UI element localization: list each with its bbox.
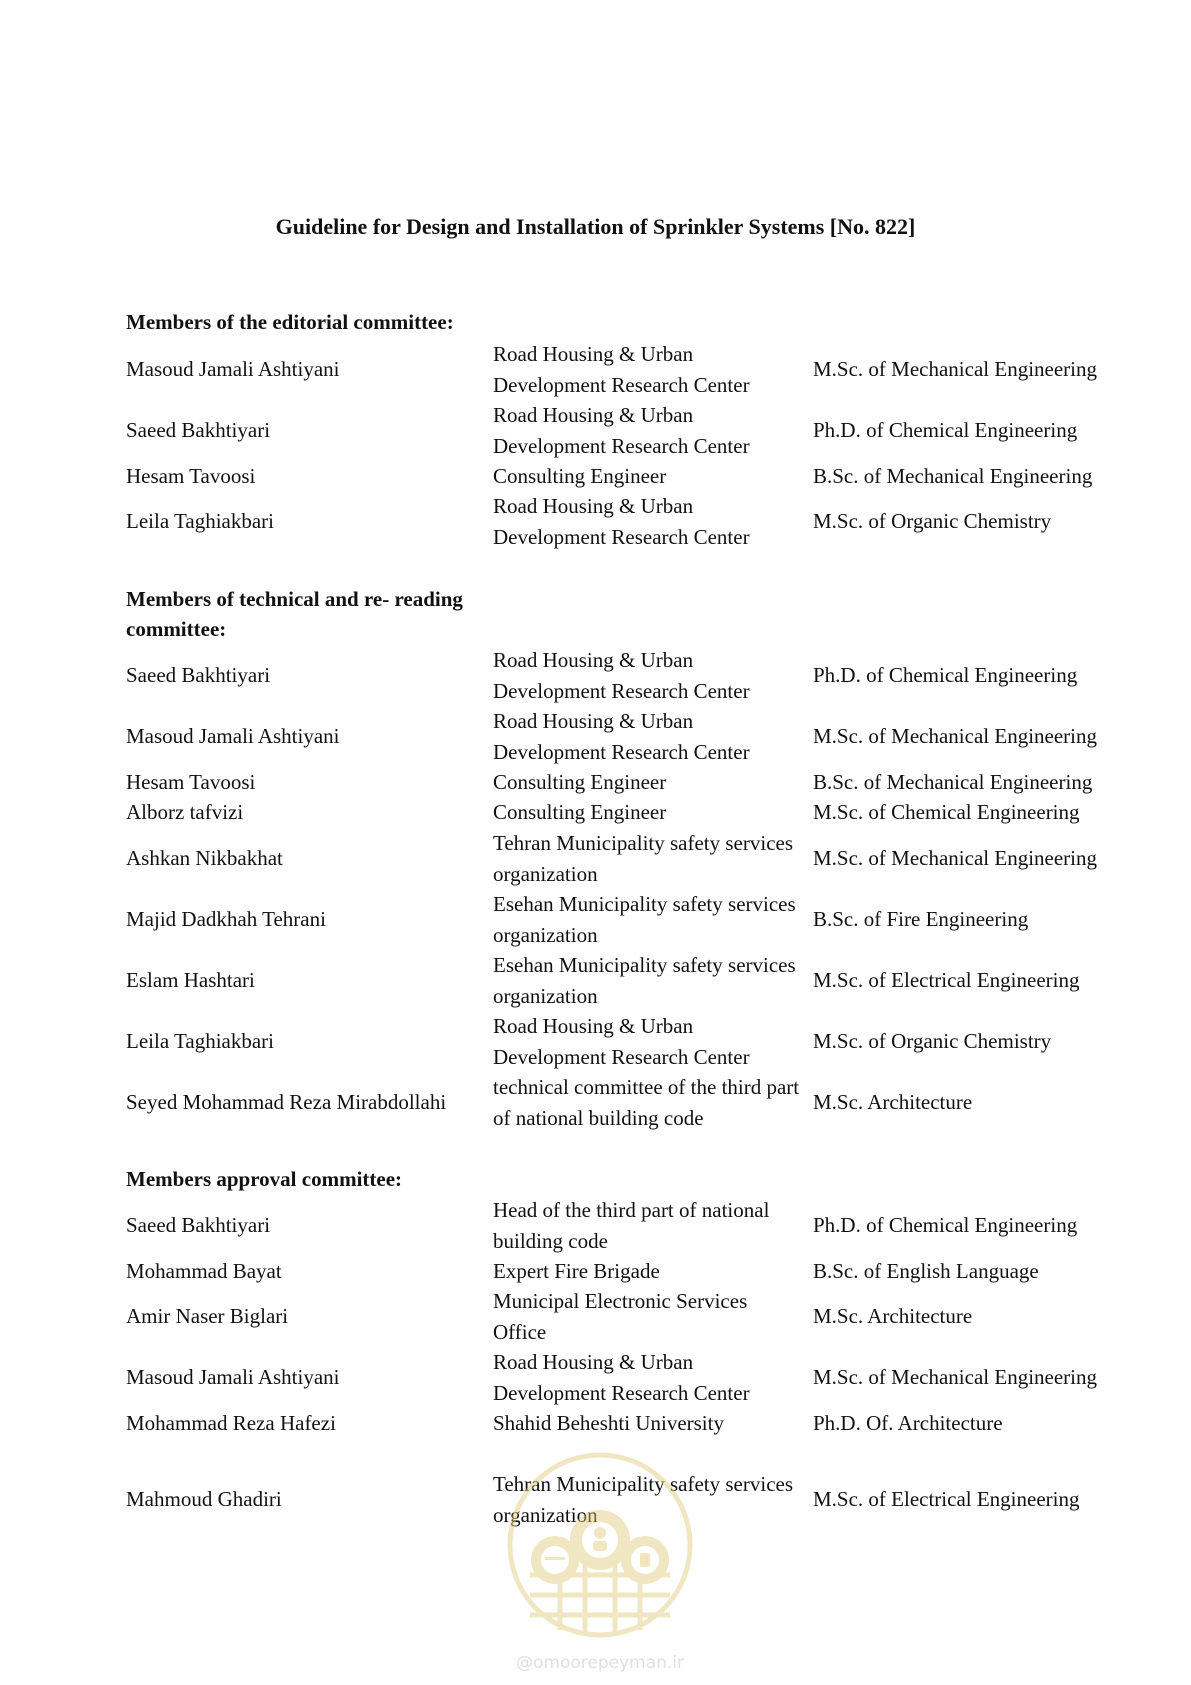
- member-name: Mahmoud Ghadiri: [126, 1487, 282, 1512]
- member-degree: Ph.D. of Chemical Engineering: [813, 1213, 1078, 1238]
- member-organization: Tehran Municipality safety services organization: [493, 1472, 794, 1527]
- table-row: [0, 706, 1191, 767]
- member-name: Masoud Jamali Ashtiyani: [126, 1365, 340, 1390]
- section-heading-approval: Members approval committee:: [126, 1167, 403, 1191]
- section-heading-technical: Members of technical and re- reading committee:: [126, 587, 463, 641]
- table-row: [0, 889, 1191, 950]
- table-row: [0, 1011, 1191, 1072]
- member-degree: M.Sc. of Mechanical Engineering: [813, 1365, 1097, 1390]
- member-name: Mohammad Reza Hafezi: [126, 1411, 336, 1435]
- table-row: [0, 828, 1191, 889]
- member-organization: Municipal Electronic Services Office: [493, 1289, 748, 1344]
- table-row: [0, 339, 1191, 400]
- table-row: [0, 797, 1191, 828]
- member-degree: B.Sc. of Mechanical Engineering: [813, 464, 1093, 488]
- member-degree: M.Sc. of Organic Chemistry: [813, 509, 1052, 534]
- table-row: [0, 767, 1191, 798]
- member-degree: Ph.D. of Chemical Engineering: [813, 418, 1078, 443]
- member-degree: M.Sc. of Mechanical Engineering: [813, 846, 1097, 871]
- table-row: [0, 1286, 1191, 1347]
- table-row: [0, 491, 1191, 552]
- table-row: [0, 1195, 1191, 1256]
- member-organization: Expert Fire Brigade: [493, 1259, 660, 1283]
- member-name: Saeed Bakhtiyari: [126, 1213, 271, 1238]
- member-organization: Road Housing & Urban Development Research Center: [493, 1350, 750, 1405]
- member-degree: B.Sc. of Mechanical Engineering: [813, 770, 1093, 794]
- table-row: [0, 461, 1191, 492]
- table-row: [0, 1408, 1191, 1439]
- member-degree: M.Sc. of Mechanical Engineering: [813, 724, 1097, 749]
- member-name: Hesam Tavoosi: [126, 770, 256, 794]
- member-organization: Consulting Engineer: [493, 464, 667, 488]
- member-name: Ashkan Nikbakhat: [126, 846, 283, 871]
- gears-scales-logo-icon: [500, 1445, 700, 1645]
- watermark: [500, 1445, 700, 1685]
- member-degree: B.Sc. of English Language: [813, 1259, 1039, 1283]
- member-name: Mohammad Bayat: [126, 1259, 282, 1283]
- member-organization: Road Housing & Urban Development Research Center: [493, 342, 750, 397]
- watermark-text: @omoorepeyman.ir: [515, 1653, 685, 1673]
- table-row: [0, 400, 1191, 461]
- table-row: [0, 1256, 1191, 1287]
- member-degree: M.Sc. of Chemical Engineering: [813, 800, 1080, 824]
- member-organization: Esehan Municipality safety services organization: [493, 892, 796, 947]
- member-degree: M.Sc. of Mechanical Engineering: [813, 357, 1097, 382]
- member-degree: Ph.D. of Chemical Engineering: [813, 663, 1078, 688]
- member-name: Leila Taghiakbari: [126, 1029, 274, 1054]
- table-row: [0, 1347, 1191, 1408]
- member-name: Alborz tafvizi: [126, 800, 244, 824]
- member-degree: Ph.D. Of. Architecture: [813, 1411, 1003, 1435]
- member-organization: Consulting Engineer: [493, 770, 667, 794]
- member-degree: M.Sc. Architecture: [813, 1304, 973, 1329]
- member-degree: M.Sc. of Electrical Engineering: [813, 1487, 1080, 1512]
- section-heading-editorial: Members of the editorial committee:: [126, 310, 454, 334]
- member-name: Amir Naser Biglari: [126, 1304, 289, 1329]
- member-organization: technical committee of the third part of national building code: [493, 1075, 800, 1130]
- member-name: Seyed Mohammad Reza Mirabdollahi: [126, 1090, 447, 1115]
- member-organization: Road Housing & Urban Development Research Center: [493, 709, 750, 764]
- member-organization: Road Housing & Urban Development Research Center: [493, 494, 750, 549]
- member-name: Leila Taghiakbari: [126, 509, 274, 534]
- member-organization: Road Housing & Urban Development Research Center: [493, 403, 750, 458]
- member-organization: Consulting Engineer: [493, 800, 667, 824]
- member-degree: M.Sc. Architecture: [813, 1090, 973, 1115]
- member-name: Saeed Bakhtiyari: [126, 663, 271, 688]
- member-name: Saeed Bakhtiyari: [126, 418, 271, 443]
- member-name: Masoud Jamali Ashtiyani: [126, 357, 340, 382]
- member-degree: M.Sc. of Electrical Engineering: [813, 968, 1080, 993]
- member-organization: Shahid Beheshti University: [493, 1411, 724, 1435]
- member-organization: Tehran Municipality safety services organization: [493, 831, 794, 886]
- member-organization: Road Housing & Urban Development Research Center: [493, 1014, 750, 1069]
- member-organization: Road Housing & Urban Development Research Center: [493, 648, 750, 703]
- table-row: [0, 950, 1191, 1011]
- member-organization: Esehan Municipality safety services organization: [493, 953, 796, 1008]
- member-name: Hesam Tavoosi: [126, 464, 256, 488]
- document-title: Guideline for Design and Installation of Sprinkler Systems [No. 822]: [275, 214, 916, 239]
- member-organization: Head of the third part of national building code: [493, 1198, 770, 1253]
- table-row: [0, 1072, 1191, 1133]
- member-degree: B.Sc. of Fire Engineering: [813, 907, 1029, 932]
- member-name: Eslam Hashtari: [126, 968, 255, 993]
- member-name: Majid Dadkhah Tehrani: [126, 907, 326, 932]
- member-name: Masoud Jamali Ashtiyani: [126, 724, 340, 749]
- member-degree: M.Sc. of Organic Chemistry: [813, 1029, 1052, 1054]
- table-row: [0, 645, 1191, 706]
